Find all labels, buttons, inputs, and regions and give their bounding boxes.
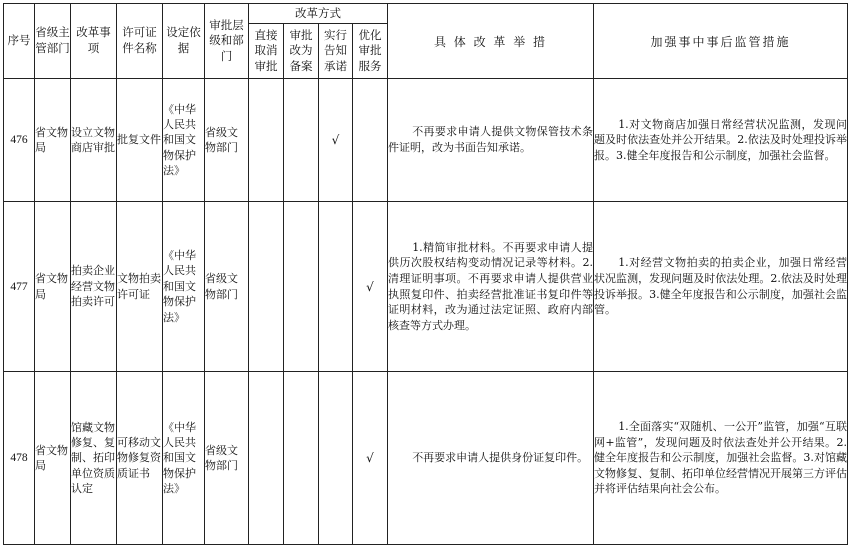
- cell-level: 省级文物部门: [205, 372, 249, 545]
- cell-license: 文物拍卖许可证: [117, 202, 163, 372]
- header-license: 许可证件名称: [117, 4, 163, 79]
- cell-basis: 《中华人民共和国文物保护法》: [163, 372, 205, 545]
- cell-mode-optimize: √: [353, 372, 388, 545]
- cell-measures: 不再要求申请人提供身份证复印件。: [388, 372, 594, 545]
- cell-item: 拍卖企业经营文物拍卖许可: [71, 202, 117, 372]
- cell-basis: 《中华人民共和国文物保护法》: [163, 79, 205, 202]
- header-mode-optimize: 优化审批服务: [353, 24, 388, 79]
- cell-license: 批复文件: [117, 79, 163, 202]
- table-row: [4, 79, 848, 202]
- cell-dept: 省文物局: [35, 202, 71, 372]
- cell-measures: 不再要求申请人提供文物保管技术条件证明，改为书面告知承诺。: [388, 79, 594, 202]
- cell-seq: 476: [4, 79, 35, 202]
- cell-dept: 省文物局: [35, 79, 71, 202]
- cell-mode-notify: [319, 202, 353, 372]
- cell-measures: 1.精简审批材料。不再要求申请人提供历次股权结构变动情况记录等材料。2.清理证明事项。不再要求申请人提供营业执照复印件、拍卖经营批准证书复印件等证明材料，改为通过法定证照、政府内部核查等方式办理。: [388, 202, 594, 372]
- cell-dept: 省文物局: [35, 372, 71, 545]
- header-supervision: 加强事中事后监管措施: [594, 4, 848, 79]
- cell-level: 省级文物部门: [205, 79, 249, 202]
- cell-mode-optimize: √: [353, 202, 388, 372]
- cell-item: 馆藏文物修复、复制、拓印单位资质认定: [71, 372, 117, 545]
- header-reform-mode: 改革方式: [249, 4, 388, 24]
- header-dept: 省级主管部门: [35, 4, 71, 79]
- cell-mode-filing: [284, 202, 319, 372]
- header-basis: 设定依据: [163, 4, 205, 79]
- header-mode-notify: 实行告知承诺: [319, 24, 353, 79]
- cell-mode-filing: [284, 79, 319, 202]
- header-seq: 序号: [4, 4, 35, 79]
- table-row: [4, 202, 848, 372]
- table-row: [4, 372, 848, 545]
- cell-license: 可移动文物修复资质证书: [117, 372, 163, 545]
- cell-basis: 《中华人民共和国文物保护法》: [163, 202, 205, 372]
- reform-table: [3, 3, 848, 545]
- header-measures: 具 体 改 革 举 措: [388, 4, 594, 79]
- cell-mode-notify: [319, 372, 353, 545]
- cell-supervision: 1.对经营文物拍卖的拍卖企业，加强日常经营状况监测，发现问题及时依法处理。2.依法及时处理投诉举报。3.健全年度报告和公示制度，加强社会监管。: [594, 202, 848, 372]
- cell-seq: 477: [4, 202, 35, 372]
- cell-mode-cancel: [249, 79, 284, 202]
- cell-mode-optimize: [353, 79, 388, 202]
- cell-mode-cancel: [249, 372, 284, 545]
- cell-supervision: 1.对文物商店加强日常经营状况监测，发现问题及时依法查处并公开结果。2.依法及时处理投诉举报。3.健全年度报告和公示制度，加强社会监督。: [594, 79, 848, 202]
- cell-level: 省级文物部门: [205, 202, 249, 372]
- cell-mode-cancel: [249, 202, 284, 372]
- header-level: 审批层级和部门: [205, 4, 249, 79]
- cell-supervision: 1.全面落实“双随机、一公开”监管，加强“互联网+监管”，发现问题及时依法查处并公开结果。2.健全年度报告和公示制度，加强社会监督。3.对馆藏文物修复、复制、拓印单位经营情况开展第三方评估并将评估结果向社会公布。: [594, 372, 848, 545]
- header-row-top: [4, 4, 848, 24]
- cell-item: 设立文物商店审批: [71, 79, 117, 202]
- cell-mode-filing: [284, 372, 319, 545]
- cell-seq: 478: [4, 372, 35, 545]
- header-item: 改革事项: [71, 4, 117, 79]
- header-mode-filing: 审批改为备案: [284, 24, 319, 79]
- cell-mode-notify: √: [319, 79, 353, 202]
- header-mode-cancel: 直接取消审批: [249, 24, 284, 79]
